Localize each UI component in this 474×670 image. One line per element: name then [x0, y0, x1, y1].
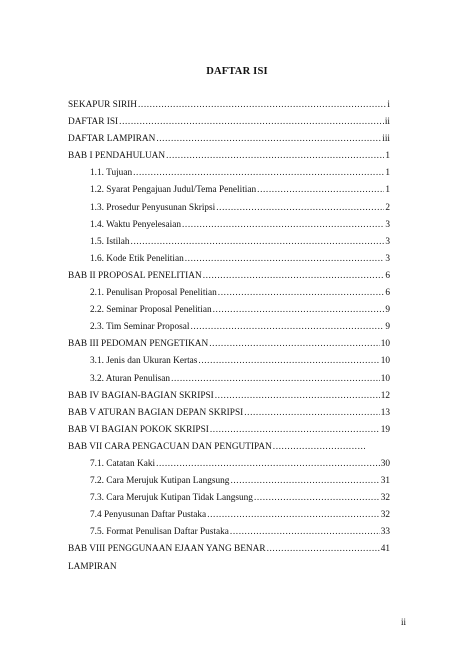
toc-entry-page-number: 1: [385, 185, 390, 196]
toc-entry-label: LAMPIRAN: [68, 561, 117, 572]
toc-entry-label: 7.2. Cara Merujuk Kutipan Langsung: [90, 476, 230, 487]
toc-entry: [68, 490, 390, 507]
toc-entry-page-number: 10: [380, 356, 390, 367]
dot-leader: [216, 200, 384, 217]
dot-leader: [182, 217, 384, 234]
dot-leader: [156, 456, 380, 473]
toc-entry-label: 7.5. Format Penulisan Daftar Pustaka: [90, 527, 229, 538]
dot-leader: [209, 336, 379, 353]
toc-entry-label: 2.1. Penulisan Proposal Penelitian: [90, 288, 217, 299]
toc-entry-page-number: 33: [380, 527, 390, 538]
toc-entry: [68, 131, 390, 148]
dot-leader: [156, 131, 381, 148]
toc-entry-page-number: 1: [385, 168, 390, 179]
toc-entry-page-number: ii: [384, 117, 390, 128]
dot-leader: [166, 148, 384, 165]
toc-entry-label: BAB VII CARA PENGACUAN DAN PENGUTIPAN: [68, 441, 272, 452]
toc-entry: [68, 217, 390, 234]
toc-entry-label: BAB IV BAGIAN-BAGIAN SKRIPSI: [68, 390, 214, 401]
toc-entry-page-number: 3: [385, 219, 390, 230]
toc-entry-label: 2.3. Tim Seminar Proposal: [90, 322, 190, 333]
toc-entry-label: 1.3. Prosedur Penyusunan Skripsi: [90, 202, 216, 213]
dot-leader: [138, 97, 386, 114]
dot-leader: [131, 234, 385, 251]
toc-entry-page-number: 1: [385, 151, 390, 162]
toc-entry: [68, 319, 390, 336]
toc-entry-page-number: 32: [380, 510, 390, 521]
toc-entry-page-number: i: [387, 100, 390, 110]
toc-entry: [68, 371, 390, 388]
toc-entry-page-number: 12: [380, 390, 390, 401]
dot-leader: [244, 405, 379, 422]
toc-entry-label: BAB VI BAGIAN POKOK SKRIPSI: [68, 424, 209, 435]
toc-entry-label: 7.4 Penyusunan Daftar Pustaka: [90, 510, 207, 521]
toc-entry-label: 7.1. Catatan Kaki: [90, 458, 156, 469]
toc-entry-label: 2.2. Seminar Proposal Penelitian: [90, 305, 212, 316]
dot-leader: [230, 524, 380, 541]
toc-entry-page-number: 32: [380, 493, 390, 504]
dot-leader: [198, 353, 379, 370]
toc-entry: [68, 388, 390, 405]
toc-entry-page-number: 3: [385, 236, 390, 247]
toc-entry-label: 7.3. Cara Merujuk Kutipan Tidak Langsung: [90, 493, 253, 504]
toc-entry-label: BAB I PENDAHULUAN: [68, 151, 166, 162]
toc-entry-page-number: 19: [380, 424, 390, 435]
toc-entry-page-number: iii: [382, 134, 390, 145]
dot-leader: [273, 439, 365, 456]
dot-leader: [213, 302, 385, 319]
toc-entry: [68, 97, 390, 114]
toc-entry-label: 1.6. Kode Etik Penelitian: [90, 253, 184, 264]
toc-entry: [68, 285, 390, 302]
toc-entry: [68, 439, 366, 456]
dot-leader: [133, 165, 384, 182]
toc-entry: [68, 268, 390, 285]
dot-leader: [257, 182, 384, 199]
toc-entry-label: 3.1. Jenis dan Ukuran Kertas: [90, 356, 198, 367]
toc-entry: [68, 165, 390, 182]
dot-leader: [119, 114, 384, 131]
toc-entry-label: BAB II PROPOSAL PENELITIAN: [68, 270, 202, 281]
toc-entry: [68, 405, 390, 422]
dot-leader: [203, 268, 385, 285]
toc-entry-label: 1.1. Tujuan: [90, 168, 133, 179]
toc-entry: [68, 507, 390, 524]
toc-entry-page-number: 30: [380, 458, 390, 469]
toc-entry-label: BAB III PEDOMAN PENGETIKAN: [68, 339, 209, 350]
toc-entry: [68, 182, 390, 199]
dot-leader: [254, 490, 380, 507]
dot-leader: [218, 285, 385, 302]
toc-entry-page-number: 9: [385, 322, 390, 333]
toc-entry-label: 1.2. Syarat Pengajuan Judul/Tema Penelitian: [90, 185, 257, 196]
table-of-contents: [68, 97, 390, 576]
toc-entry-page-number: 10: [380, 339, 390, 350]
dot-leader: [210, 422, 380, 439]
page-number: ii: [400, 617, 406, 627]
toc-entry: [68, 541, 390, 558]
toc-entry-label: SEKAPUR SIRIH: [68, 100, 137, 110]
toc-entry-label: 3.2. Aturan Penulisan: [90, 373, 171, 384]
toc-entry: [68, 251, 390, 268]
dot-leader: [171, 371, 380, 388]
page-title: DAFTAR ISI: [206, 66, 268, 77]
toc-entry: [68, 114, 390, 131]
toc-entry: [68, 353, 390, 370]
toc-entry: [68, 559, 390, 576]
toc-entry-page-number: 2: [385, 202, 390, 213]
toc-entry-label: BAB VIII PENGGUNAAN EJAAN YANG BENAR: [68, 544, 266, 555]
dot-leader: [230, 473, 379, 490]
toc-entry-label: 1.5. Istilah: [90, 236, 130, 247]
toc-entry: [68, 302, 390, 319]
toc-entry-page-number: 6: [385, 270, 390, 281]
toc-entry: [68, 473, 390, 490]
toc-entry-page-number: 3: [385, 253, 390, 264]
toc-entry-page-number: 9: [385, 305, 390, 316]
toc-entry-label: DAFTAR ISI: [68, 117, 119, 128]
toc-entry: [68, 336, 390, 353]
toc-entry-label: DAFTAR LAMPIRAN: [68, 134, 156, 145]
toc-entry-page-number: 6: [385, 288, 390, 299]
dot-leader: [267, 541, 380, 558]
toc-entry-page-number: 10: [380, 373, 390, 384]
dot-leader: [185, 251, 385, 268]
dot-leader: [215, 388, 380, 405]
toc-entry-page-number: 41: [380, 544, 390, 555]
toc-entry: [68, 524, 390, 541]
toc-entry-label: 1.4. Waktu Penyelesaian: [90, 219, 181, 230]
toc-entry-label: BAB V ATURAN BAGIAN DEPAN SKRIPSI: [68, 407, 244, 418]
toc-entry: [68, 422, 390, 439]
toc-entry: [68, 456, 390, 473]
toc-entry: [68, 200, 390, 217]
toc-entry: [68, 234, 390, 251]
dot-leader: [190, 319, 384, 336]
toc-entry-page-number: 13: [380, 407, 390, 418]
toc-entry: [68, 148, 390, 165]
toc-entry-page-number: 31: [380, 476, 390, 487]
dot-leader: [207, 507, 380, 524]
